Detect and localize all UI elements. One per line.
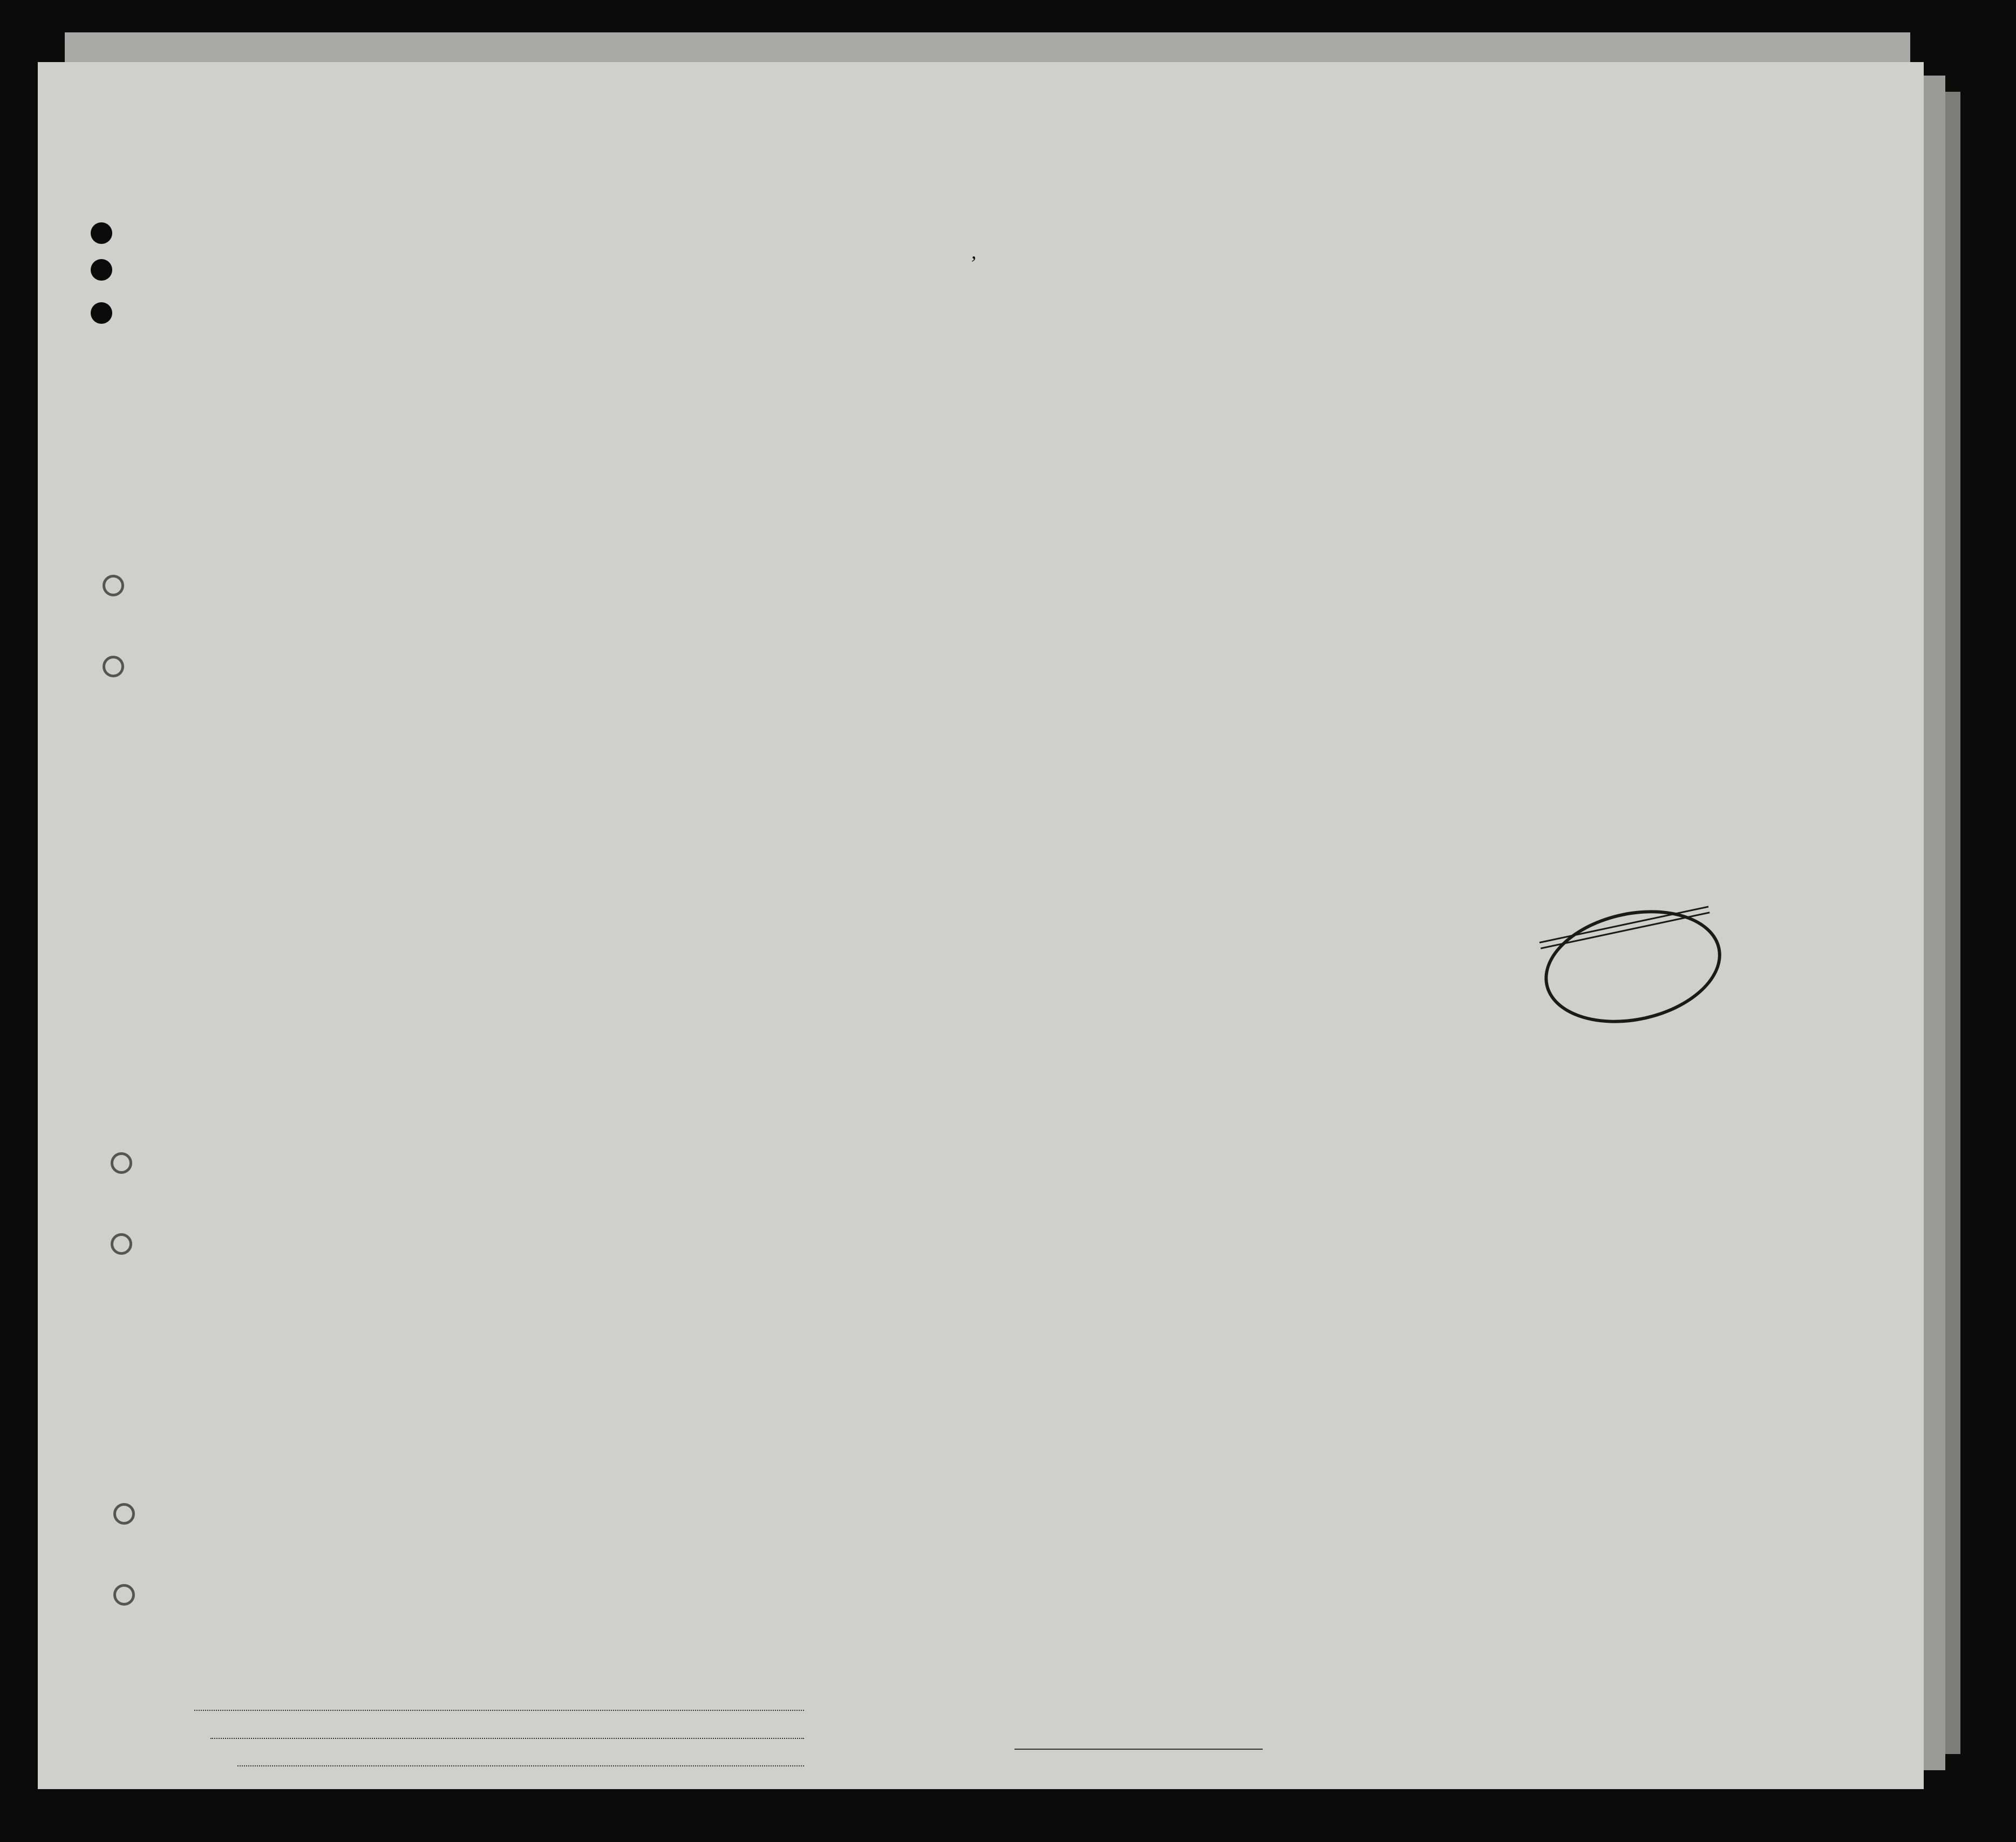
line-rule [194, 1710, 804, 1711]
agents-rule [237, 1765, 804, 1766]
date-separator: , [971, 241, 977, 263]
owners-rule [210, 1738, 804, 1739]
inspector-rule [1014, 1749, 1263, 1750]
